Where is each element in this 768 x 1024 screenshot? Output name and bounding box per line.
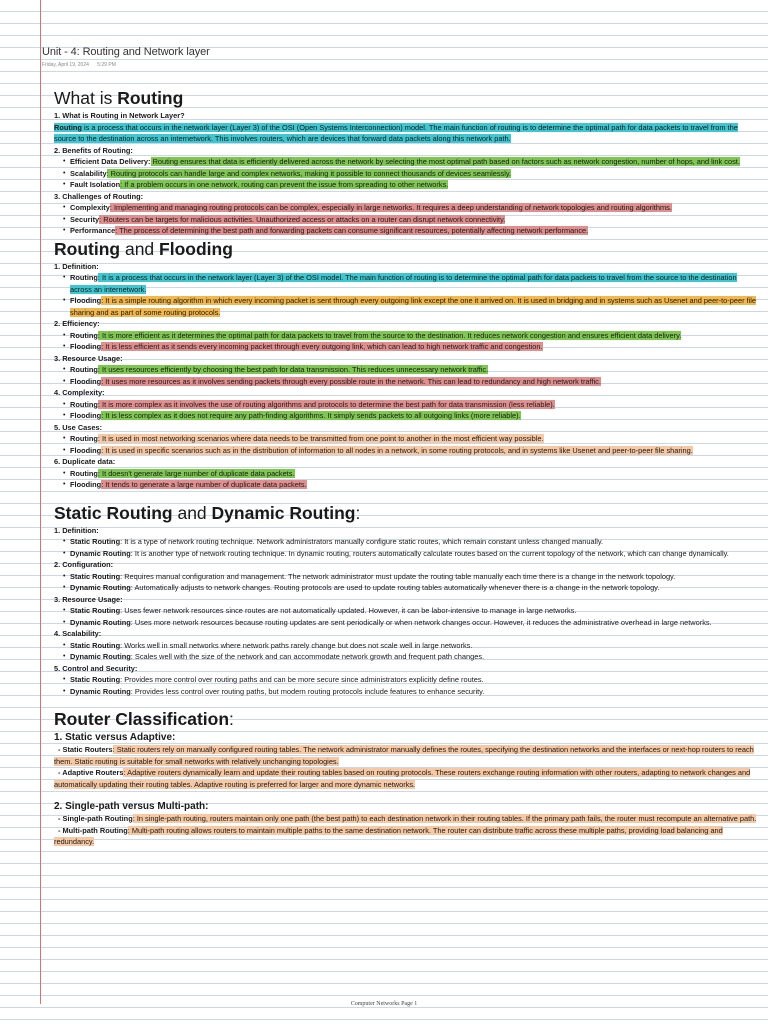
list-item: • Dynamic Routing: Scales well with the size of the network and can accommodate network growth and frequent path changes. [70,651,758,663]
section-heading: Static Routing and Dynamic Routing: [54,502,361,523]
page-footer: Computer Networks Page 1 [350,1001,418,1007]
resource-list [54,605,758,628]
paragraph: - Multi-path Routing: Multi-path routing allows routers to maintain multiple paths to the same destination network. The router can distribute traffic across these multiple paths, providing load balancing and redundancy. [54,825,723,846]
list-item: • Flooding: It tends to generate a large number of duplicate data packets. [70,479,758,491]
list-item: • Fault Isolation: If a problem occurs in one network, routing can prevent the issue from spreading to other networks. [70,179,758,191]
question-heading: 2. Efficiency: [54,319,100,328]
page-margin-line [40,0,41,1004]
sub-heading: 2. Single-path versus Multi-path: [54,801,209,812]
list-item: • Efficient Data Delivery: Routing ensures that data is efficiently delivered across the network by selecting the most optimal path based on factors such as network congestion, number of hops, and link cost. [70,156,758,168]
list-item: • Dynamic Routing: It is another type of network routing technique. In dynamic routing, routers automatically calculate routes based on the current topology of the network, which can change dynamically. [70,548,758,560]
list-item: • Static Routing: Uses fewer network resources since routes are not automatically updated. However, it can be labor-intensive to manage in large networks. [70,605,758,617]
scalability-list [54,640,758,663]
sub-heading: 1. Static versus Adaptive: [54,732,176,743]
list-item: • Routing: It is used in most networking scenarios where data needs to be transmitted from one point to another in the most efficient way possible. [70,433,758,445]
paragraph: - Single-path Routing: In single-path routing, routers maintain only one path (the best path) to each destination network in their routing tables. If the primary path fails, the router must recompute an alternative path. [58,814,757,823]
resource-list [54,364,758,387]
section-what-is-routing [54,86,758,237]
question-heading: 3. Challenges of Routing: [54,191,144,201]
list-item: • Static Routing: Provides more control over routing paths and can be more secure since administrators explicitly define routes. [70,674,758,686]
list-item: • Flooding: It uses more resources as it involves sending packets through every possible route in the network. This can lead to redundancy and high network traffic. [70,376,758,388]
list-item: • Flooding: It is a simple routing algorithm in which every incoming packet is sent through every outgoing link except the one it arrived on. It is used in bridging and in systems such as Usenet and peer-to-peer file sharing and as part of some routing protocols. [70,295,758,318]
question-heading: 1. What is Routing in Network Layer? [54,111,185,120]
efficiency-list [54,330,758,353]
list-item: • Static Routing: It is a type of network routing technique. Network administrators manually configure static routes, which remain constant unless changed manually. [70,536,758,548]
challenges-list [54,202,758,237]
question-heading: 1. Definition: [54,261,99,271]
section-heading: Routing and Flooding [54,238,233,259]
list-item: • Flooding: It is used in specific scenarios such as in the distribution of information to all nodes in a network, in some routing protocols, and in systems like Usenet and peer-to-peer file sharing. [70,445,758,457]
question-heading: 1. Definition: [54,525,99,535]
definition-list [54,272,758,318]
paragraph: - Static Routers: Static routers rely on manually configured routing tables. The network administrator manually defines the routes, specifying the destination networks and the interfaces or next-hop routers to reach them. Static routing is suitable for small networks with relatively unchanging topologies. [54,745,754,766]
list-item: • Dynamic Routing: Uses more network resources because routing updates are sent periodically or when network changes occur. However, it reduces the administrative overhead in large networks. [70,617,758,629]
question-heading: 5. Use Cases: [54,422,103,432]
control-security-list [54,674,758,697]
list-item: • Dynamic Routing: Automatically adjusts to network changes. Routing protocols are used to update routing tables automatically whenever there is a change in the network topology. [70,582,758,594]
section-router-classification [54,707,758,848]
list-item: • Static Routing: Works well in small networks where network paths rarely change but does not scale well in large networks. [70,640,758,652]
list-item: • Routing: It is more efficient as it determines the optimal path for data packets to travel from the source to the destination. It reduces network congestion and ensures efficient data delivery. [70,330,758,342]
list-item: • Complexity: Implementing and managing routing protocols can be complex, especially in large networks. It requires a deep understanding of network topologies and routing algorithms. [70,202,758,214]
list-item: • Routing: It doesn't generate large number of duplicate data packets. [70,468,758,480]
page-title: Unit - 4: Routing and Network layer [42,46,210,58]
definition-list [54,536,758,559]
question-heading: 3. Resource Usage: [54,594,123,604]
list-item: • Static Routing: Requires manual configuration and management. The network administrator must update the routing table manually each time there is a change in the network topology. [70,571,758,583]
question-heading: 2. Configuration: [54,560,114,569]
list-item: • Routing: It is a process that occurs in the network layer (Layer 3) of the OSI model. The main function of routing is to determine the optimal path for data packets to travel from the source to the destination across an internetwork. [70,272,758,295]
page-date: Friday, April 19, 2024 [42,62,89,68]
question-heading: 5. Control and Security: [54,663,138,673]
question-heading: 2. Benefits of Routing: [54,145,133,155]
question-heading: 6. Duplicate data: [54,457,116,466]
list-item: • Scalability: Routing protocols can handle large and complex networks, making it possible to connect thousands of devices seamlessly. [70,168,758,180]
use-cases-list [54,433,758,456]
list-item: • Flooding: It is less efficient as it sends every incoming packet through every outgoing link, which can lead to high network traffic and congestion. [70,341,758,353]
page-datetime [42,62,116,68]
section-heading: What is Routing [54,88,184,108]
question-heading: 4. Scalability: [54,629,102,638]
section-heading: Router Classification: [54,709,234,729]
benefits-list [54,156,758,191]
list-item: • Dynamic Routing: Provides less control over routing paths, but modern routing protocols include features to enhance security. [70,686,758,698]
section-static-dynamic-routing [54,501,758,698]
duplicate-data-list [54,468,758,491]
question-heading: 3. Resource Usage: [54,353,123,363]
list-item: • Routing: It uses resources efficiently by choosing the best path for data transmission. This reduces unnecessary network traffic. [70,364,758,376]
section-routing-and-flooding [54,237,758,491]
configuration-list [54,571,758,594]
notes-content [54,86,758,848]
paragraph: - Adaptive Routers: Adaptive routers dynamically learn and update their routing tables based on routing protocols. These routers exchange routing information with other routers, adapting to network changes and automatically updating their routing tables. Adaptive routing is preferred for larger and more dynamic networks. [54,768,751,789]
question-heading: 4. Complexity: [54,388,105,397]
list-item: • Security: Routers can be targets for malicious activities. Unauthorized access or attacks on a router can disrupt network connectivity. [70,214,758,226]
list-item: • Routing: It is more complex as it involves the use of routing algorithms and protocols to determine the best path for data transmission (less reliable). [70,399,758,411]
page-time: 5:29 PM [97,62,116,68]
list-item: • Performance: The process of determining the best path and forwarding packets can consume significant resources, potentially affecting network performance. [70,225,758,237]
paragraph: Routing is a process that occurs in the network layer (Layer 3) of the OSI (Open Systems Interconnection) model. The main function of routing is to determine the optimal path for data packets to travel from the source to the destination across an internetwork. This involves routers, which are devices that forward data packets along this network path. [54,122,738,143]
complexity-list [54,399,758,422]
list-item: • Flooding: It is less complex as it does not require any path-finding algorithms. It simply sends packets to all outgoing links (more reliable). [70,410,758,422]
